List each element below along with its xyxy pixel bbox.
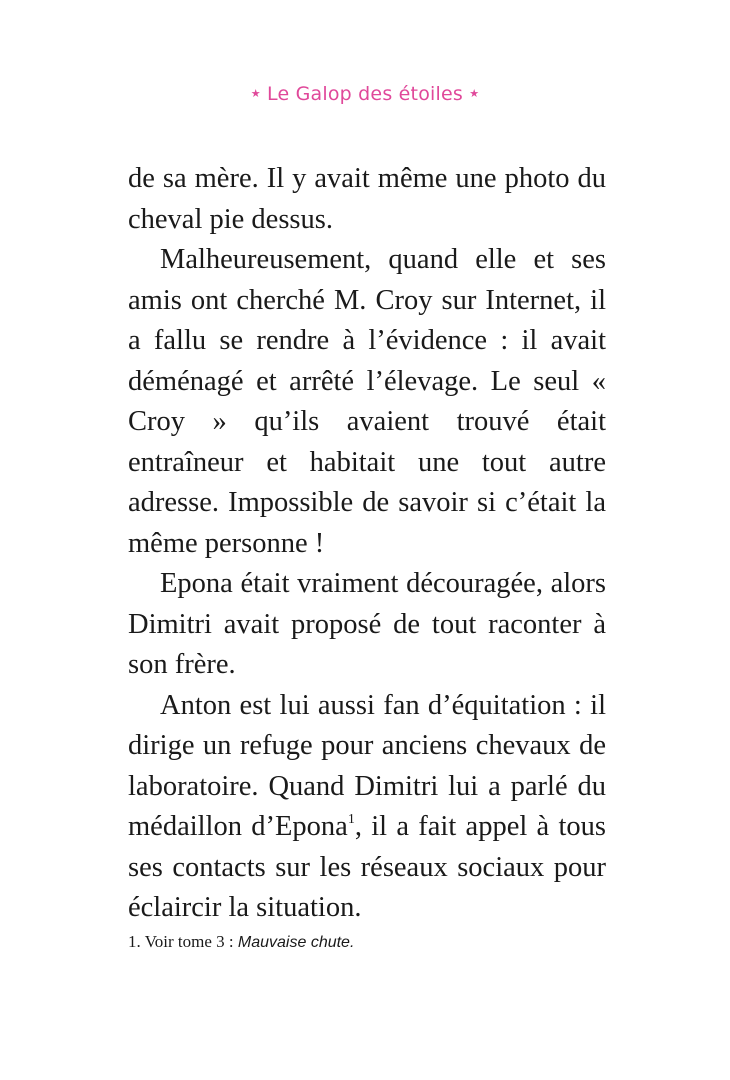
paragraph-4 <box>128 686 606 929</box>
star-icon: ★ <box>469 86 480 100</box>
star-icon: ★ <box>250 86 261 100</box>
paragraph-2: Malheureusement, quand elle et ses amis ont cherché M. Croy sur Internet, il a fallu se rendre à l’évidence : il avait déménagé et arrêté l’élevage. Le seul « Croy » qu’ils avaient trouvé était entraîneur et habitait une tout autre adresse. Impossible de savoir si c’était la même personne ! <box>128 244 606 559</box>
paragraph-4-text-after: , il a fait appel à tous ses contacts sur les réseaux sociaux pour éclaircir la situation. <box>128 811 606 923</box>
footnote-prefix: 1. Voir tome 3 : <box>128 932 238 951</box>
book-title: Le Galop des étoiles <box>267 83 463 105</box>
body-text <box>128 159 606 929</box>
footnote <box>128 930 606 955</box>
paragraph-4-text-before: Anton est lui aussi fan d’équitation : il dirige un refuge pour anciens chevaux de laboratoire. Quand Dimitri lui a parlé du médaillon d’Epona <box>128 689 606 842</box>
paragraph-1: de sa mère. Il y avait même une photo du cheval pie dessus. <box>128 163 606 235</box>
footnote-book-title: Mauvaise chute. <box>237 934 355 951</box>
running-header <box>0 80 730 109</box>
footnote-reference[interactable]: 1 <box>347 812 355 827</box>
paragraph-3: Epona était vraiment découragée, alors Dimitri avait proposé de tout raconter à son frère. <box>128 568 606 680</box>
